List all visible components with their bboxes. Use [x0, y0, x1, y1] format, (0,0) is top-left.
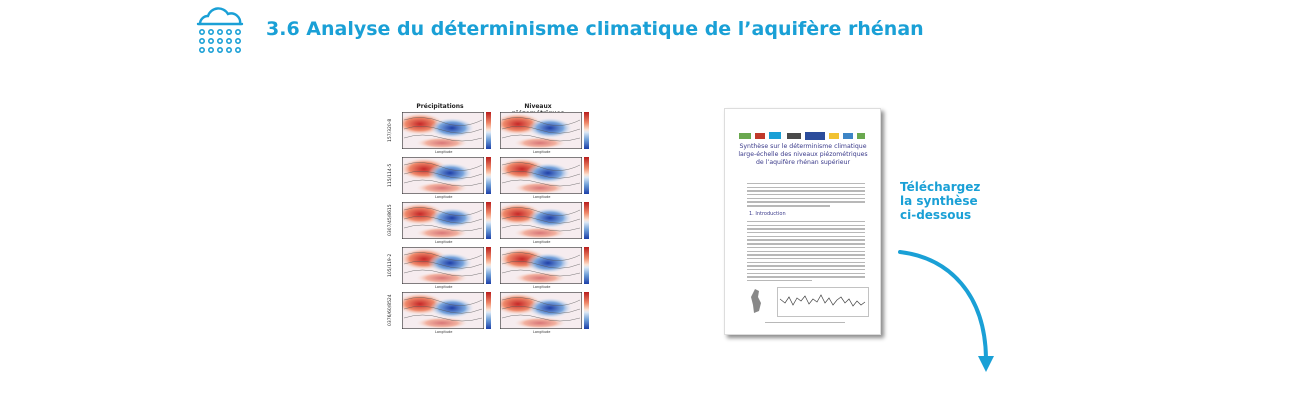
- colorbar: [486, 112, 491, 149]
- download-callout: Téléchargez la synthèse ci-dessous: [900, 180, 981, 222]
- row-label: 157/320-8: [388, 118, 393, 143]
- document-body-lines: [747, 221, 865, 284]
- colorbar: [584, 112, 589, 149]
- precipitation-map-panel: [402, 112, 484, 149]
- row-label: 0307/45/8615: [388, 204, 393, 237]
- partner-logos: [737, 131, 867, 141]
- x-axis-label: Longitude: [435, 240, 453, 244]
- piezometric-map-panel: [500, 247, 582, 284]
- piezometric-map-panel: [500, 157, 582, 194]
- x-axis-label: Longitude: [533, 150, 551, 154]
- curved-arrow-down-icon: [890, 240, 1000, 380]
- x-axis-label: Longitude: [533, 240, 551, 244]
- precipitation-map-panel: [402, 202, 484, 239]
- colorbar: [486, 247, 491, 284]
- piezometric-timeseries-graph: [777, 287, 869, 317]
- piezometric-map-panel: [500, 202, 582, 239]
- column-title-precipitations: Précipitations: [416, 103, 464, 110]
- precipitation-map-panel: [402, 157, 484, 194]
- document-section-heading: 1. Introduction: [749, 211, 786, 217]
- x-axis-label: Longitude: [533, 330, 551, 334]
- colorbar: [584, 157, 589, 194]
- precipitation-map-panel: [402, 292, 484, 329]
- piezometric-map-panel: [500, 292, 582, 329]
- colorbar: [584, 202, 589, 239]
- piezometric-map-panel: [500, 112, 582, 149]
- page-title: 3.6 Analyse du déterminisme climatique de l’aquifère rhénan: [266, 18, 924, 40]
- x-axis-label: Longitude: [435, 285, 453, 289]
- colorbar: [486, 157, 491, 194]
- colorbar: [584, 247, 589, 284]
- precipitation-map-panel: [402, 247, 484, 284]
- colorbar: [486, 202, 491, 239]
- x-axis-label: Longitude: [435, 150, 453, 154]
- synthesis-document-thumbnail[interactable]: [724, 108, 881, 335]
- rain-cloud-icon: [192, 4, 248, 60]
- location-map-icon: [747, 287, 767, 315]
- column-title-niveaux: Niveaux: [524, 103, 552, 110]
- row-label: 105/119-2: [388, 253, 393, 278]
- document-abstract-lines: [747, 183, 865, 209]
- figure-caption-line: [765, 322, 845, 326]
- row-label: 0376/60/8524: [388, 294, 393, 327]
- row-label: 115/114-5: [388, 163, 393, 188]
- climate-maps-figure: [388, 103, 610, 341]
- document-title: Synthèse sur le déterminisme climatique large-échelle des niveaux piézométriques de l’aquifère rhénan supérieur: [738, 143, 868, 166]
- x-axis-label: Longitude: [533, 195, 551, 199]
- x-axis-label: Longitude: [533, 285, 551, 289]
- colorbar: [486, 292, 491, 329]
- x-axis-label: Longitude: [435, 195, 453, 199]
- colorbar: [584, 292, 589, 329]
- x-axis-label: Longitude: [435, 330, 453, 334]
